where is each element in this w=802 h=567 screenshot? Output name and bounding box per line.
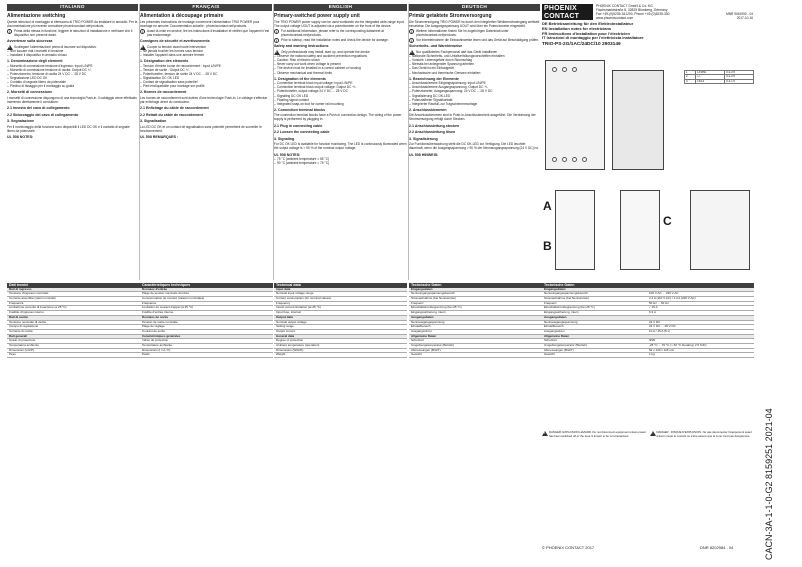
table-row: Peso (7, 353, 140, 358)
it-element-item: – Potenziometro, tensione di uscita 24 V DC ... 28 V DC (7, 72, 138, 76)
table-row: Eingangsdaten (542, 288, 754, 293)
warning-en: ! DANGER: EXPLOSION HAZARD. Do not disconnect equipment unless power has been switched off or the area is known to be non-hazardous. (544, 430, 646, 438)
table-row: Output current (274, 330, 407, 335)
lang-line-en: EN Installation notes for electricians (542, 25, 612, 31)
de-safety-item: – Das Gerät ist ein Einbaugerät (409, 66, 540, 70)
table-row: Degree of protection (274, 339, 407, 344)
table-row: Limitazione corrente di inserzione (a 25 °C) (7, 306, 140, 311)
lang-line-fr: FR Instructions d'installation pour l'électricien (542, 30, 630, 36)
table-row: General data (274, 335, 407, 340)
table-row: Fusibile d'ingresso interno (7, 311, 140, 316)
table-row: Current consumption (for nominal values) (274, 297, 407, 302)
phoenix-contact-logo: PHOENIX CONTACT (542, 4, 593, 20)
technical-data-values (542, 283, 754, 358)
language-header-en: ENGLISH (274, 4, 407, 11)
language-header-de: DEUTSCH (409, 4, 540, 11)
figure-label-a: A (543, 199, 552, 213)
en-element-item: – Floating signal contact (274, 98, 407, 102)
table-row: Abmessungen (B/H/T) (409, 349, 542, 354)
table-row: Température ambiante (140, 344, 273, 349)
fr-section-1: 1. Désignation des éléments (140, 59, 189, 64)
table-row: Dati di uscita (7, 316, 140, 321)
table-row: Eingangssicherung, intern 6.3 A (542, 311, 754, 316)
table-row: Corrente assorbita (valori nominali) (7, 297, 140, 302)
table-row: Einstellbereich (409, 325, 542, 330)
explosion-warnings (542, 430, 754, 438)
it-element-item: – Segnalazione LED DC OK (7, 76, 138, 80)
de-element-item: – Anschlussklemme Eingangsspannung: Input L/N/PE (409, 81, 540, 85)
table-row: Schutzart IP20 (542, 339, 754, 344)
de-element-item: – Potenzialfreier Signalkontakt (409, 98, 540, 102)
terminal (572, 67, 577, 72)
de-title: Primär getaktete Stromversorgung (409, 13, 492, 19)
fr-safety-heading: Consignes de sécurité et avertissements (140, 39, 210, 44)
fr-safety-item: ! Couper la tension avant toute intervention (142, 44, 207, 50)
en-section-1: 1. Designation of the elements (274, 76, 326, 81)
table-row: Dati di ingresso (7, 288, 140, 293)
table-row: Nenneingangsspannungsbereich (409, 292, 542, 297)
en-safety-item: – Caution: Risk of electric shock (274, 58, 407, 62)
en-element-item: – Potentiometer, output voltage 24 V DC ... 28 V DC (274, 89, 407, 93)
table-row: Einstellbereich 24 V DC ... 28 V DC (542, 325, 754, 330)
it-intro: Queste istruzioni di montaggio si riferiscono al TRIO POWER da installare in armadio. Per la documentazione più recente consultare phoenixcontact.net/products. (7, 20, 138, 29)
table-row: Abmessungen (B/H/T) 62 x 130 x 115 mm (542, 349, 754, 354)
table-row: Tension de sortie nominale (140, 321, 273, 326)
it-safety-item: – Installare il dispositivo in armadio chiuso (7, 53, 138, 57)
company-address: Flachsmarktstraße 8, 32825 Blomberg, Germany (596, 8, 668, 13)
en-section-3-text: For DC OK LED is available for function monitoring. The LED is continuously illuminated when the output voltage is > 90 % of the nominal output voltage. (274, 142, 407, 151)
product-name: TRIO-PS-2G/1AC/24DC/10 2903149 (542, 42, 621, 48)
fr-element-item: – Tension d'entrée borne de raccordement : Input L/N/PE (140, 64, 272, 68)
it-section-2-1: 2.1 Innesto del cavo di collegamento (7, 106, 70, 111)
table-row: Einschaltstrombegrenzung (bei 25 °C) < 15 A (542, 306, 754, 311)
table-header: Technical data (274, 283, 407, 288)
derating-illustration (690, 190, 750, 270)
figure-label-c: C (663, 214, 672, 228)
table-row: Dimensions (l / H / P) (140, 349, 273, 354)
table-row: Frequency (274, 302, 407, 307)
language-list (542, 22, 682, 48)
table-row: Dati generali (7, 335, 140, 340)
table-row: Fusible d'entrée interne (140, 311, 273, 316)
it-element-item: – Piedino di fissaggio per il montaggio su guida (7, 84, 138, 88)
table-row: Input data (274, 288, 407, 293)
table-row: Nennausgangsspannung (409, 321, 542, 326)
de-section-2-text: Die Anschlussklemmen sind in Push-in-Anschlusstechnik ausgeführt. Die Verdrahtung der Stromversorgung erfolgt durch Stecken. (409, 113, 536, 122)
it-section-3-text: Per il monitoraggio della funzione sono disponibili il LED DC OK e il contatto di segnale libero da potenziale. (7, 124, 130, 134)
de-section-2-2: 2.2 Anschlussleitung lösen (409, 130, 456, 135)
fr-note: i Avant la mise en service, lire les instructions d'installation et vérifier que l'appareil n'est pas endommagé. (140, 29, 272, 37)
terminal (572, 157, 577, 162)
de-section-2-1: 2.1 Anschlussleitung stecken (409, 123, 460, 128)
table-row: Input fuse, internal (274, 311, 407, 316)
info-icon: i (140, 29, 145, 34)
en-note: i For additional information, please refer to the corresponding datasheet at phoenixcontact.net/products. (274, 29, 407, 37)
table-row: Limitation du courant d'appel (à 25 °C) (140, 306, 273, 311)
table-row: Nenneingangsspannungsbereich 100 V AC ... 240 V AC (542, 292, 754, 297)
warning-fr: ! DANGER : RISQUE D'EXPLOSION. Ne pas déconnecter l'équipement avant d'avoir coupé le courant ou s'être assuré que la zone n'est pas dangereuse. (651, 430, 752, 438)
table-row: Ausgangsdaten (409, 316, 542, 321)
language-header-it: ITALIANO (7, 4, 138, 11)
table-row: Nennausgangsspannung 24 V DC (542, 321, 754, 326)
en-intro: The TRIO POWER power supply can be used worldwide via the integrated wide-range input. The output voltage UOUT is adjusted via a potentiometer on the front of the device. (274, 20, 405, 29)
warning-icon: ! (409, 50, 415, 55)
table-row: Caractéristiques générales (140, 335, 273, 340)
table-row: Inrush current limitation (at 25 °C) (274, 306, 407, 311)
en-safety-item: ! Only professionals may install, start up, and operate the device (276, 50, 370, 55)
en-section-2-2: 2.2 Loosen the connecting cable (274, 130, 330, 135)
warning-icon: ! (650, 431, 656, 436)
de-element-item: – Signalisierung DC OK-LED (409, 94, 540, 98)
table-row: Dimensions (W/H/D) (274, 349, 407, 354)
en-section-2: 2. Connection terminal blocks (274, 107, 326, 112)
table-row: Frequenza (7, 302, 140, 307)
table-row: Nominal output voltage (274, 321, 407, 326)
table-row: Ambient temperature (operation) (274, 344, 407, 349)
de-safety-heading: Sicherheits- und Warnhinweise (409, 44, 463, 49)
table-row: Tensione nominale di uscita (7, 321, 140, 326)
table-row: Plage de tension nominale d'entrée (140, 292, 273, 297)
de-safety-item: ! Nur qualifiziertes Fachpersonal darf das Gerät installieren (411, 50, 498, 55)
en-element-item: – Connection terminal block output voltage: Output DC +/- (274, 85, 407, 89)
company-name: PHOENIX CONTACT GmbH & Co. KG (596, 4, 653, 8)
en-element-item: – Signaling DC OK LED (274, 94, 407, 98)
en-element-item: – Integrated snap-on foot for carrier rail mounting (274, 102, 407, 106)
de-note: i Weitere Informationen finden Sie im zugehörigen Datenblatt unter phoenixcontact.net/products. (409, 29, 540, 37)
technical-data-fr (140, 283, 273, 358)
de-element-item: – Anschlussklemme Ausgangsspannung: Output DC +/- (409, 85, 540, 89)
fr-title: Alimentation à découpage primaire (140, 13, 224, 19)
table-row: Tensione d'ingresso nominale (7, 292, 140, 297)
terminal (552, 67, 557, 72)
table-row: Ausgangsdaten (542, 316, 754, 321)
fr-element-item: – Tension de sortie : Output DC +/- (140, 68, 272, 72)
fr-ul-heading: UL 508 REMARQUES : (140, 135, 179, 140)
technical-data-de (409, 283, 542, 358)
fr-safety-item: – Ne jamais toucher les bornes sous tension (140, 49, 272, 53)
table-row: Eingangsdaten (409, 288, 542, 293)
it-section-3: 3. Segnalazione (7, 119, 34, 124)
mounting-illustration-a (555, 190, 595, 270)
warning-icon: ! (7, 45, 13, 50)
info-icon: i (409, 38, 414, 43)
fr-section-2-2: 2.2 Retrait du câble de raccordement (140, 112, 203, 117)
info-icon: i (409, 29, 414, 34)
de-ul-heading: UL 508 HINWEIS: (409, 152, 439, 157)
table-row: Umgebungstemperatur (Betrieb) (409, 344, 542, 349)
en-ul-heading: UL 508 NOTES: (274, 152, 301, 157)
table-row: Données de sortie (140, 316, 273, 321)
lang-line-it: IT Istruzioni di montaggio per l'elettricista installatore (542, 35, 644, 41)
table-row: Corrente di uscita (7, 330, 140, 335)
terminal (552, 157, 557, 162)
de-section-2: 2. Anschlussklemmen (409, 107, 447, 112)
info-icon: i (7, 29, 12, 34)
de-safety-item: – Nationale Sicherheits- und Unfallverhütungsvorschriften einhalten (409, 54, 540, 58)
fr-element-item: – Potentiomètre, tension de sortie 24 V DC ... 28 V DC (140, 72, 272, 76)
it-safety-item: ! Scollegare l'alimentazione prima di lavorare sul dispositivo (9, 44, 97, 50)
warning-icon: ! (140, 45, 146, 50)
en-safety-item: – Observe mechanical and thermal limits (274, 71, 407, 75)
it-element-item: – Morsetto di connessione tensione di uscita: Output DC +/- (7, 68, 138, 72)
table-row: Stromaufnahme (bei Nennwerten) 2.4 A (110 V AC) / 1.3 A (220 V AC) (542, 297, 754, 302)
table-row: Courant de sortie (140, 330, 273, 335)
en-ul-item: – 75 °C (ambient temperature = 55 °C) (274, 157, 407, 161)
de-safety-item: – Mechanische und thermische Grenzen einhalten (409, 71, 540, 75)
table-row: Consommation de courant (valeurs nominales) (140, 297, 273, 302)
table-row: Données d'entrée (140, 288, 273, 293)
table-row: Stromaufnahme (bei Nennwerten) (409, 297, 542, 302)
side-document-code: CACN-3A-1-1-0-G2 8159251 2021-04 (764, 408, 774, 560)
table-row: Setting range (274, 325, 407, 330)
en-note: i Prior to startup, read the installation notes and check the device for damage. (274, 38, 407, 42)
it-ul-heading: UL 508 NOTES: (7, 135, 34, 140)
table-row: 3 13/14 0.2-1.5 (685, 79, 754, 83)
fr-element-item: – Signalisation DC OK LED (140, 76, 272, 80)
lang-line-de: DE Betriebsanleitung für den Elektroinstallateur (542, 21, 634, 26)
it-section-2-text: I morsetti di connessione dispongono di una tecnologia Push-in. Il cablaggio viene effettuato inserendo direttamente il conduttore. (7, 96, 137, 105)
table-row: Umgebungstemperatur (Betrieb) -25 °C ... 70 °C (> 60 °C Derating: 2.5 %/K) (542, 344, 754, 349)
table-row: Einschaltstrombegrenzung (bei 25 °C) (409, 306, 542, 311)
it-title: Alimentazione switching (7, 13, 66, 19)
de-section-1: 1. Bezeichnung der Elemente (409, 76, 459, 81)
language-header-fr: FRANÇAIS (140, 4, 272, 11)
table-row: Ausgangsstrom (409, 330, 542, 335)
it-section-2: 2. Morsetti di connessione (7, 90, 53, 95)
table-row: Gewicht (409, 353, 542, 358)
table-row: Frequenz (409, 302, 542, 307)
terminal (582, 157, 587, 162)
info-icon: i (274, 38, 279, 43)
de-safety-item: – Niemals bei anliegender Spannung arbeiten (409, 62, 540, 66)
fr-section-2-text: Les bornes de raccordement sont dotées d'une technologie Push-in. Le câblage s'effectue par enfichage direct du conducteur. (140, 96, 268, 105)
footer-dnr: DNR 8202984 - 04 (700, 545, 734, 550)
table-row: Plage de réglage (140, 325, 273, 330)
en-safety-item: – The device must be installed in a control cabinet or housing (274, 66, 407, 70)
table-row: Indice de protection (140, 339, 273, 344)
de-section-3: 3. Signalisierung (409, 136, 438, 141)
table-header: Caractéristiques techniques (140, 283, 273, 288)
column-francais (140, 4, 272, 140)
table-row: Gewicht 1 kg (542, 353, 754, 358)
en-safety-item: – Never carry out work when voltage is present (274, 62, 407, 66)
fr-intro: Les présentes instructions de montage concernent l'alimentation TRIO POWER pour montage en armoire. Documentation actuelle : phoenixcontact.net/products. (140, 20, 260, 29)
device-front-illustration (545, 60, 605, 170)
en-section-2-text: The connection terminal blocks have a Push-in connection design. The wiring of the power supply is performed by plugging in. (274, 113, 402, 122)
fr-element-item: – Pied encliquetable pour montage sur profilé (140, 84, 272, 88)
conductor-table (684, 70, 754, 84)
fr-section-3: 3. Signalisation (140, 119, 167, 124)
technical-data-en (274, 283, 407, 358)
table-header: Technische Daten (409, 283, 542, 288)
company-phone: Fax +49-(0)5235-341200, Phone +49-(0)5235-300 (596, 12, 670, 17)
fr-section-2-1: 2.1 Enfichage du câble de raccordement (140, 106, 209, 111)
table-header: Technische Daten (542, 283, 754, 288)
table-row: Allgemeine Daten (542, 335, 754, 340)
de-intro: Die Stromversorgung TRIO POWER ist durch den integrierten Weitbereichseingang weltweit einsetzbar. Die Ausgangsspannung UOUT wird über ein Potenziometer eingestellt. (409, 20, 540, 29)
fr-section-3-text: La LED DC OK et un contact de signalisation sans potentiel permettent de surveiller le fonctionnement. (140, 124, 262, 134)
table-row: Ausgangsstrom 10 A / 15 A (5 s) (542, 330, 754, 335)
table-row: Eingangssicherung, intern (409, 311, 542, 316)
column-deutsch (409, 4, 540, 157)
info-icon: i (274, 29, 279, 34)
de-element-item: – Integrierter Rastfuß zur Tragschienenmontage (409, 102, 540, 106)
technical-data-it (7, 283, 140, 358)
table-row: Grado di protezione (7, 339, 140, 344)
company-web: www.phoenixcontact.com (596, 16, 634, 21)
it-safety-heading: Avvertenze sulla sicurezza (7, 39, 53, 44)
it-section-1: 1. Denominazione degli elementi (7, 59, 63, 64)
table-row: 1 L/N/PE 0.2-2.5 (685, 71, 754, 75)
table-row: Output data (274, 316, 407, 321)
table-row: Fréquence (140, 302, 273, 307)
en-title: Primary-switched power supply unit (274, 13, 360, 19)
table-row: Dimensioni (L/A/P) (7, 349, 140, 354)
en-element-item: – Connection terminal block input voltage: Input L/N/PE (274, 81, 407, 85)
de-note: i Vor Inbetriebnahme die Einbauhinweise lesen und das Gerät auf Beschädigung prüfen. (409, 38, 540, 42)
it-safety-item: – Non toccare mai i morsetti in tensione (7, 49, 138, 53)
table-row: Schutzart (409, 339, 542, 344)
column-english (274, 4, 407, 165)
column-italiano (7, 4, 138, 140)
table-row: Weight (274, 353, 407, 358)
figure-label-b: B (543, 239, 552, 253)
terminal (562, 67, 567, 72)
table-row: Nominal input voltage range (274, 292, 407, 297)
it-element-item: – Morsetto di connessione tensione d'ingresso: Input L/N/PE (7, 64, 138, 68)
en-section-3: 3. Signaling (274, 136, 295, 141)
table-row: Campo di regolazione (7, 325, 140, 330)
device-side-illustration (612, 70, 664, 170)
it-section-2-2: 2.2 Sbloccaggio del cavo di collegamento (7, 112, 79, 117)
table-row: Allgemeine Daten (409, 335, 542, 340)
table-row: Temperatura ambiente (7, 344, 140, 349)
de-element-item: – Potenziometer, Ausgangsspannung: 24 V DC ... 28 V DC (409, 89, 540, 93)
doc-date: 2017-10-16 (736, 16, 753, 21)
it-element-item: – Contatto di segnale libero da potenziale (7, 80, 138, 84)
terminal (562, 157, 567, 162)
document-number (693, 12, 753, 20)
table-row: Poids (140, 353, 273, 358)
mounting-illustration-c (620, 190, 660, 270)
fr-safety-item: – Installer l'appareil dans une armoire fermée (140, 53, 272, 57)
table-row: Frequenz 50 Hz ... 60 Hz (542, 302, 754, 307)
table-header: Dati tecnici (7, 283, 140, 288)
de-safety-item: – Vorsicht: Lebensgefahr durch Stromschlag (409, 58, 540, 62)
en-safety-item: – Observe the national safety and accident prevention regulations (274, 54, 407, 58)
warning-icon: ! (274, 50, 280, 55)
warning-icon: ! (542, 431, 548, 436)
it-note: i Prima della messa in funzione, leggere le istruzioni di installazione e verificare che il dispositivo non presenti danni. (7, 29, 138, 37)
table-row: 2 +/- 0.2-2.5 (685, 75, 754, 79)
en-section-2-1: 2.1 Plug in connecting cable (274, 123, 323, 128)
en-safety-heading: Safety and warning instructions (274, 44, 329, 49)
fr-element-item: – Contact de signalisation sans potentiel (140, 80, 272, 84)
footer-copyright: © PHOENIX CONTACT 2017 (542, 545, 595, 550)
de-section-3-text: Zur Funktionsüberwachung steht die DC OK-LED zur Verfügung. Die LED leuchtet dauerhaft, wenn die Ausgangsspannung > 90 % der Nennausgangsspannung (24 V DC) ist. (409, 142, 539, 151)
doc-mnr: MNR 9061950 - 04 (726, 12, 753, 16)
en-ul-item: – 90 °C (ambient temperature = 75 °C) (274, 161, 407, 165)
fr-section-2: 2. Bornes de raccordement (140, 90, 187, 95)
